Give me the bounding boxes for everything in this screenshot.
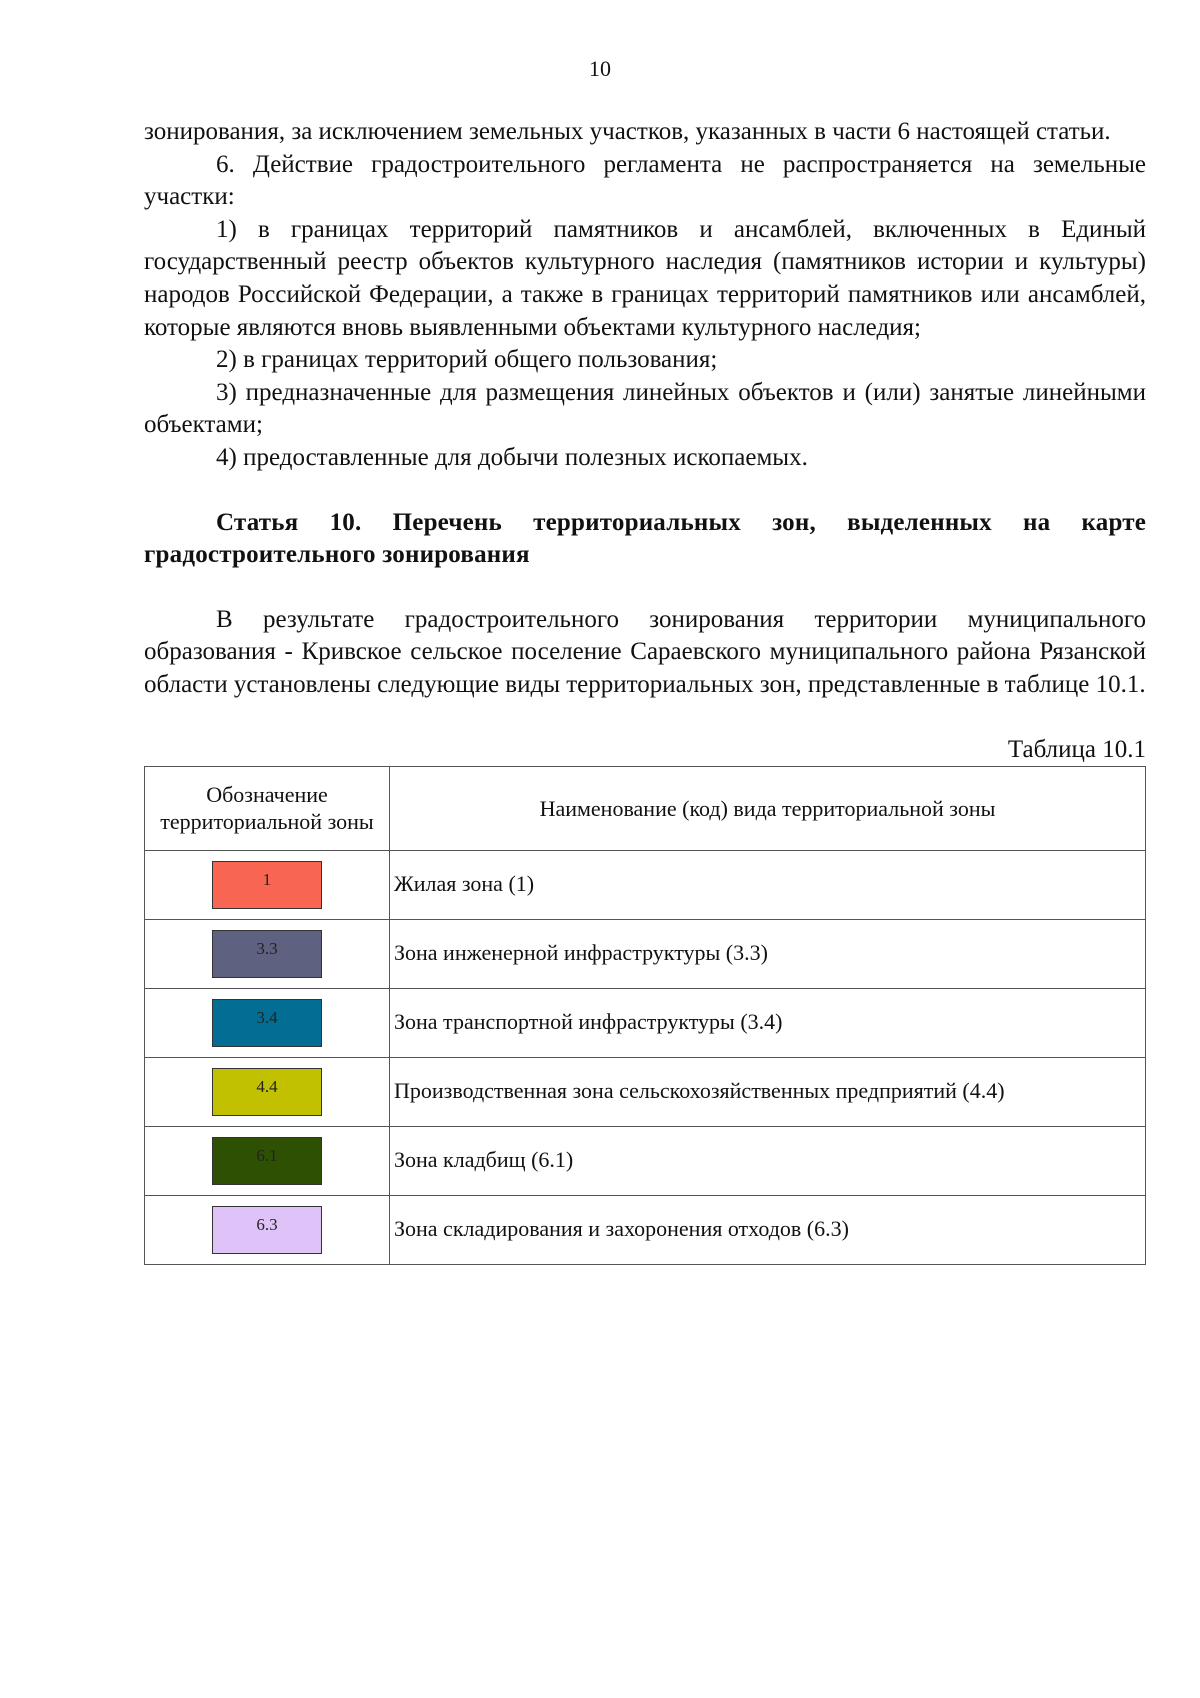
paragraph-subitem-1: 1) в границах территорий памятников и ансамблей, включенных в Единый государственный реестр объектов культурного наследия (памятников истории и культуры) народов Российской Федерации, а также в границах территорий памятников или ансамблей, которые являются вновь выявленными объектами культурного наследия; xyxy=(144,215,1146,341)
zone-name-cell: Жилая зона (1) xyxy=(390,850,1146,919)
zone-color-swatch: 6.3 xyxy=(212,1206,322,1254)
zone-name-cell: Зона транспортной инфраструктуры (3.4) xyxy=(390,988,1146,1057)
zones-table-body xyxy=(145,850,1146,1264)
zone-color-swatch: 4.4 xyxy=(212,1068,322,1116)
header-symbol: Обозначение территориальной зоны xyxy=(145,766,390,850)
zone-symbol-cell xyxy=(145,988,390,1057)
paragraph-item-6: 6. Действие градостроительного регламента не распространяется на земельные участки: xyxy=(144,150,1146,211)
table-row xyxy=(145,919,1146,988)
zone-symbol-cell xyxy=(145,1195,390,1264)
table-row xyxy=(145,1057,1146,1126)
zone-color-swatch: 1 xyxy=(212,861,322,909)
zone-name-cell: Производственная зона сельскохозяйственных предприятий (4.4) xyxy=(390,1057,1146,1126)
zone-color-swatch: 3.3 xyxy=(212,930,322,978)
table-header-row xyxy=(145,766,1146,850)
zones-table xyxy=(144,766,1146,1265)
zone-name-cell: Зона инженерной инфраструктуры (3.3) xyxy=(390,919,1146,988)
zone-name-cell: Зона складирования и захоронения отходов (6.3) xyxy=(390,1195,1146,1264)
header-name: Наименование (код) вида территориальной зоны xyxy=(390,766,1146,850)
zone-symbol-cell xyxy=(145,1126,390,1195)
page-number: 10 xyxy=(589,56,611,81)
paragraph-subitem-2: 2) в границах территорий общего пользования; xyxy=(216,346,718,374)
table-row xyxy=(145,1126,1146,1195)
zone-color-swatch: 6.1 xyxy=(212,1137,322,1185)
table-row xyxy=(145,1195,1146,1264)
table-row xyxy=(145,988,1146,1057)
zone-symbol-cell xyxy=(145,1057,390,1126)
paragraph-subitem-4: 4) предоставленные для добычи полезных ископаемых. xyxy=(216,443,808,471)
zone-symbol-cell xyxy=(145,919,390,988)
paragraph-continuation: зонирования, за исключением земельных участков, указанных в части 6 настоящей статьи. xyxy=(144,118,1111,145)
zone-symbol-cell xyxy=(145,850,390,919)
page-content xyxy=(144,116,1146,1265)
paragraph-subitem-3: 3) предназначенные для размещения линейных объектов и (или) занятые линейными объектами; xyxy=(144,378,1146,439)
table-caption: Таблица 10.1 xyxy=(1007,735,1146,763)
article-heading: Статья 10. Перечень территориальных зон, выделенных на карте градостроительного зонирования xyxy=(144,508,1146,569)
table-row xyxy=(145,850,1146,919)
zone-name-cell: Зона кладбищ (6.1) xyxy=(390,1126,1146,1195)
article-intro: В результате градостроительного зонирования территории муниципального образования - Кривское сельское поселение Сараевского муниципального района Рязанской области установлены следующие виды территориальных зон, представленные в таблице 10.1. xyxy=(144,605,1146,698)
zone-color-swatch: 3.4 xyxy=(212,999,322,1047)
